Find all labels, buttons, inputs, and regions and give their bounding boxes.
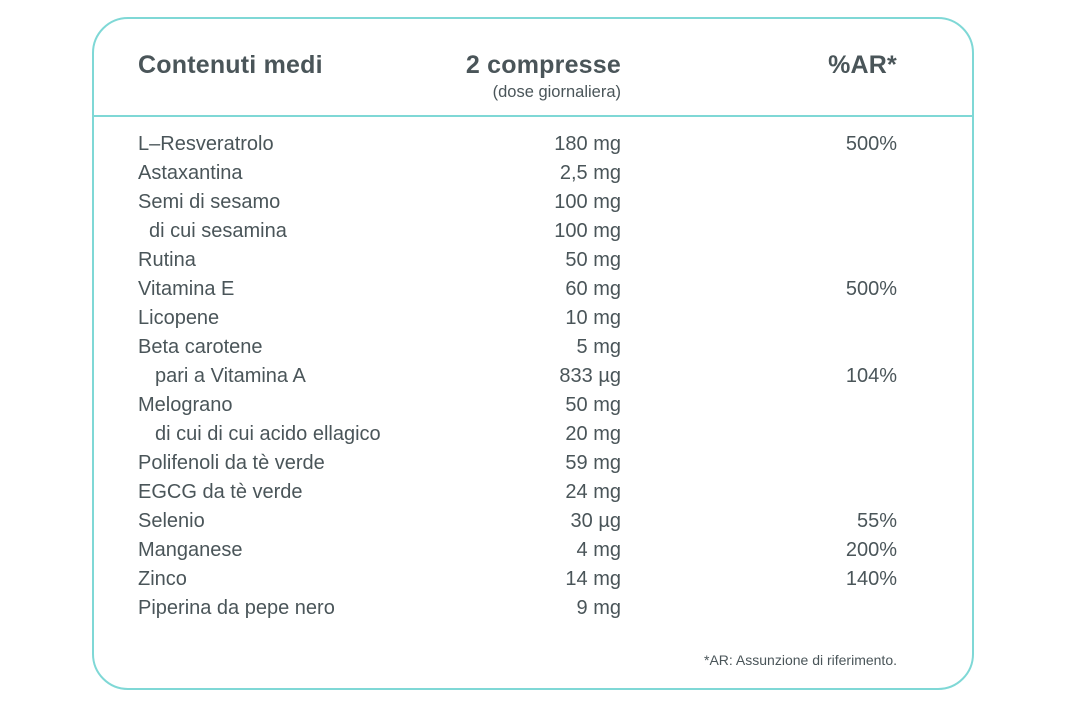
footnote: *AR: Assunzione di riferimento. [704, 652, 897, 668]
nutrient-ar-percent: 500% [845, 133, 897, 155]
nutrient-amount: 2,5 mg [559, 162, 621, 184]
nutrient-amount: 20 mg [565, 423, 621, 445]
table-row [0, 449, 1068, 478]
nutrient-amount: 4 mg [576, 539, 621, 561]
nutrient-amount: 59 mg [565, 452, 621, 474]
nutrient-name: Zinco [138, 568, 187, 590]
table-row [0, 420, 1068, 449]
column-header-contents: Contenuti medi [138, 51, 323, 79]
nutrient-ar-percent: 104% [845, 365, 897, 387]
nutrient-ar-percent: 55% [856, 510, 897, 532]
nutrient-name: Selenio [138, 510, 205, 532]
nutrient-name: Melograno [138, 394, 233, 416]
nutrient-name: Piperina da pepe nero [138, 597, 335, 619]
table-row [0, 130, 1068, 159]
nutrient-ar-percent: 500% [845, 278, 897, 300]
header-divider [92, 115, 974, 117]
table-row [0, 507, 1068, 536]
nutrient-name: Astaxantina [138, 162, 243, 184]
nutrient-amount: 100 mg [554, 220, 621, 242]
nutrient-name: Rutina [138, 249, 196, 271]
table-row [0, 362, 1068, 391]
table-row [0, 536, 1068, 565]
nutrient-amount: 9 mg [576, 597, 621, 619]
table-row [0, 217, 1068, 246]
nutrient-amount: 100 mg [554, 191, 621, 213]
table-row [0, 333, 1068, 362]
nutrient-amount: 30 µg [570, 510, 621, 532]
nutrient-amount: 50 mg [565, 249, 621, 271]
nutrient-name: di cui sesamina [149, 220, 287, 242]
table-row [0, 188, 1068, 217]
table-row [0, 246, 1068, 275]
nutrient-amount: 14 mg [565, 568, 621, 590]
table-row [0, 594, 1068, 623]
table-row [0, 391, 1068, 420]
nutrient-name: EGCG da tè verde [138, 481, 303, 503]
nutrient-ar-percent: 200% [845, 539, 897, 561]
column-header-ar: %AR* [828, 51, 897, 79]
nutrient-amount: 60 mg [565, 278, 621, 300]
nutrient-ar-percent: 140% [845, 568, 897, 590]
nutrient-name: Beta carotene [138, 336, 263, 358]
nutrient-name: Polifenoli da tè verde [138, 452, 325, 474]
table-row [0, 304, 1068, 333]
nutrient-name: L–Resveratrolo [138, 133, 274, 155]
nutrient-name: Semi di sesamo [138, 191, 281, 213]
nutrient-name: Licopene [138, 307, 220, 329]
table-row [0, 275, 1068, 304]
nutrient-amount: 10 mg [565, 307, 621, 329]
table-row [0, 565, 1068, 594]
nutrition-rows [0, 130, 1068, 623]
nutrient-amount: 180 mg [554, 133, 621, 155]
table-row [0, 478, 1068, 507]
nutrient-amount: 833 µg [559, 365, 621, 387]
nutrient-amount: 50 mg [565, 394, 621, 416]
table-row [0, 159, 1068, 188]
nutrient-name: Vitamina E [138, 278, 235, 300]
nutrient-amount: 24 mg [565, 481, 621, 503]
nutrient-name: Manganese [138, 539, 243, 561]
nutrient-name: pari a Vitamina A [155, 365, 306, 387]
nutrient-amount: 5 mg [576, 336, 621, 358]
column-header-dose: 2 compresse [465, 51, 621, 79]
column-header-dose-sublabel: (dose giornaliera) [492, 83, 621, 101]
nutrient-name: di cui di cui acido ellagico [155, 423, 381, 445]
